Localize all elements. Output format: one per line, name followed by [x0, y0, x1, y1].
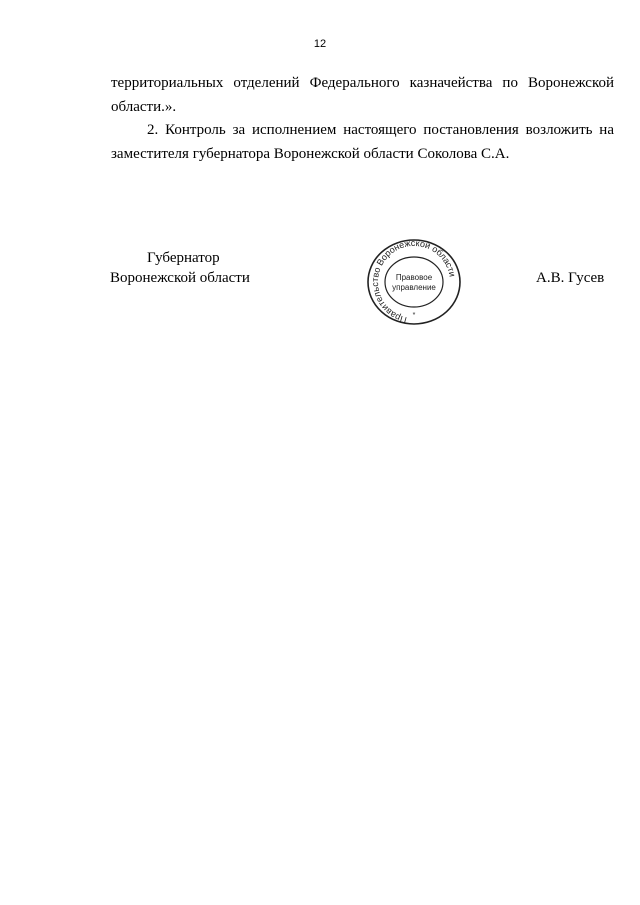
paragraph-2-line-2: заместителя губернатора Воронежской области Соколова С.А.: [111, 146, 510, 162]
stamp-star-mark: *: [412, 312, 416, 319]
page-number: 12: [313, 38, 327, 50]
paragraph-1: [111, 71, 614, 119]
stamp-inner-ring: [385, 257, 443, 307]
paragraph-1-line-2: области.».: [111, 99, 177, 115]
stamp-center-line-2: управление: [392, 283, 436, 292]
paragraph-1-line-1: территориальных отделений Федерального казначейства по Воронежской: [111, 75, 614, 91]
stamp-center-line-1: Правовое: [395, 273, 433, 282]
paragraph-2: [111, 118, 614, 166]
signatory-title: Губернатор: [147, 250, 220, 266]
signatory-name: А.В. Гусев: [536, 270, 605, 286]
signatory-region: Воронежской области: [110, 270, 250, 286]
paragraph-2-line-1: 2. Контроль за исполнением настоящего постановления возложить на: [147, 122, 614, 138]
official-seal-stamp: [363, 237, 465, 327]
stamp-ring-text: Правительство Воронежской области: [369, 237, 458, 326]
